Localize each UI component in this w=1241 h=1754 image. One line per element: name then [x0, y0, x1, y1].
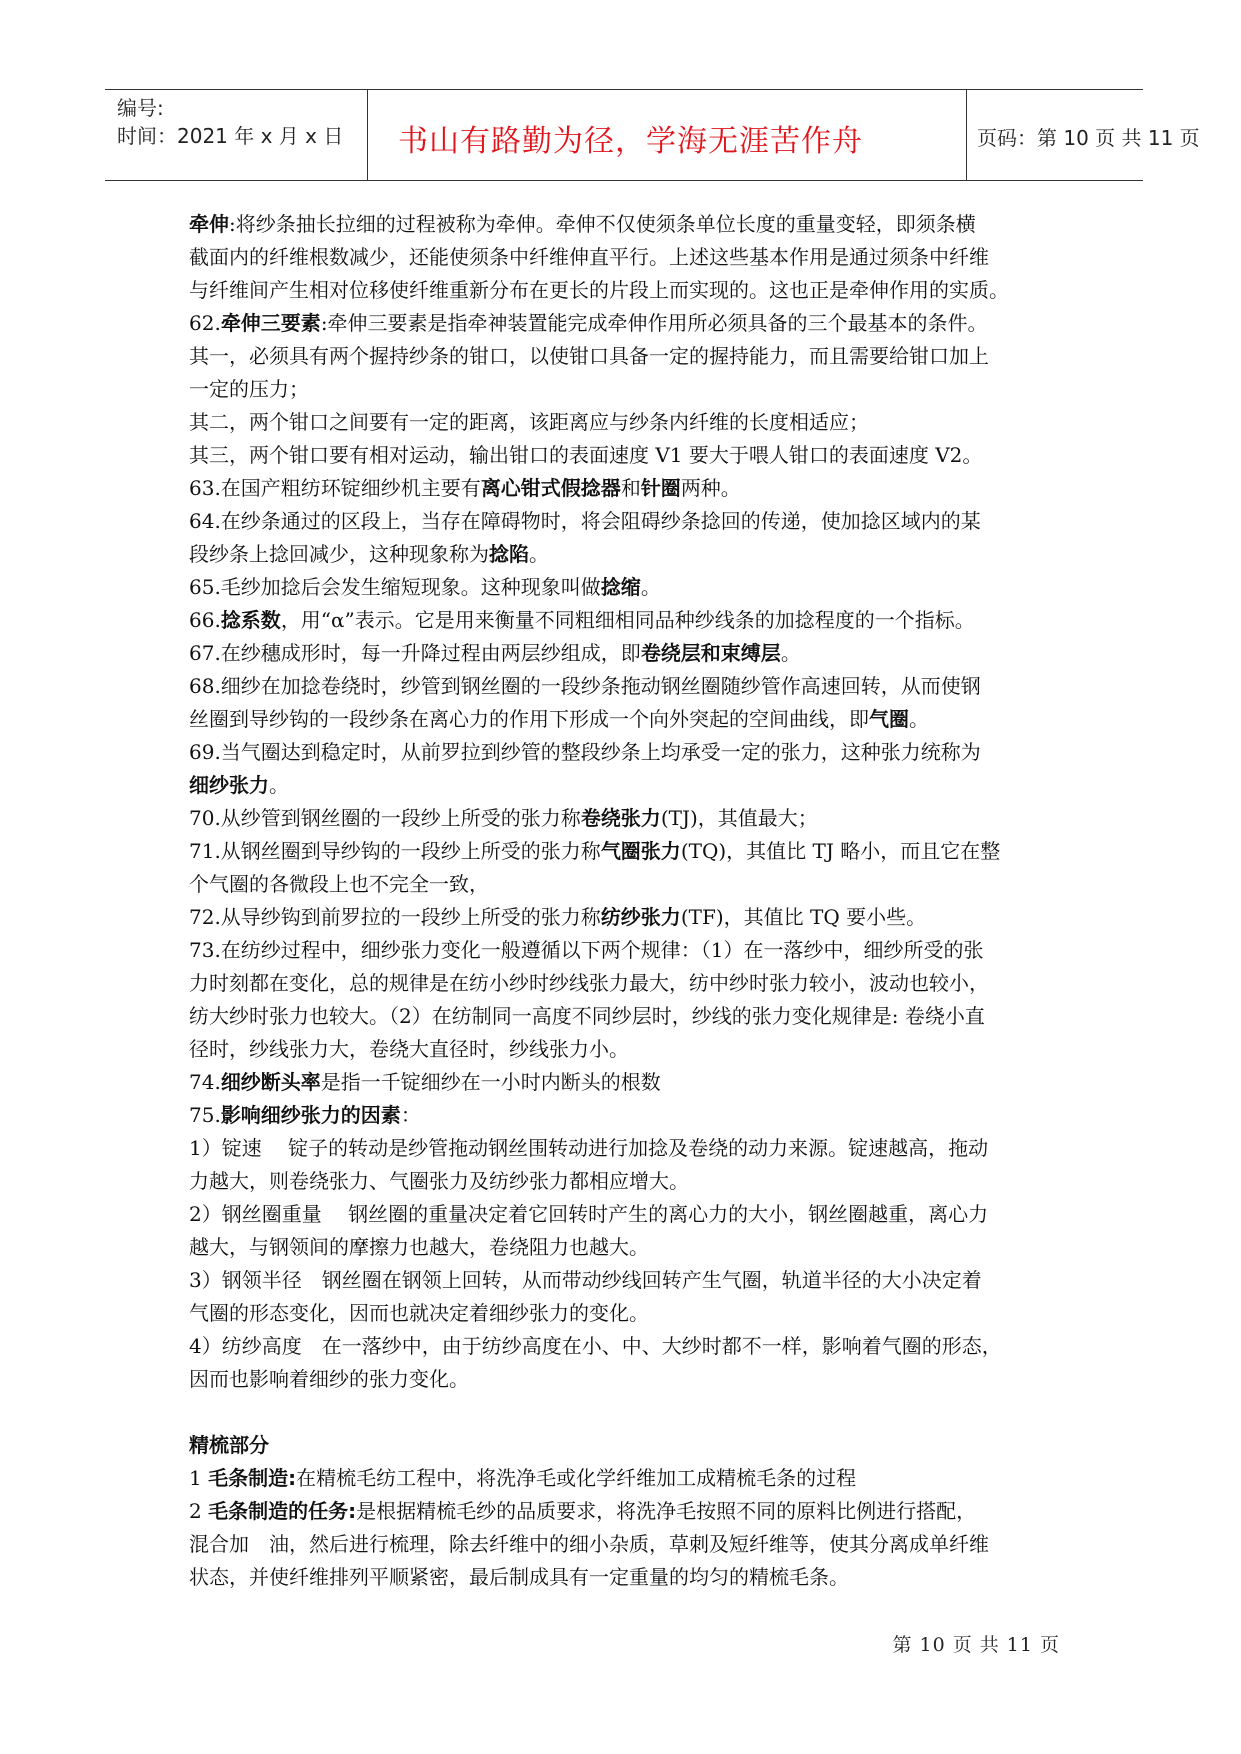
text-segment: 72.从导纱钩到前罗拉的一段纱上所受的张力称	[189, 905, 601, 929]
bold-term: 影响细纱张力的因素	[220, 1103, 401, 1127]
text-segment: 。	[780, 641, 801, 665]
text-line	[189, 274, 1069, 307]
text-segment: 66.	[189, 608, 221, 632]
text-segment: 74.	[189, 1070, 221, 1094]
text-line	[189, 604, 1069, 637]
text-segment: 64.在纱条通过的区段上，当存在障碍物时，将会阻碍纱条捻回的传递，使加捻区域内的某	[189, 509, 981, 533]
text-line	[189, 1231, 1069, 1264]
text-line	[189, 1198, 1069, 1231]
bold-term: 针圈	[640, 476, 681, 500]
text-line	[189, 1528, 1069, 1561]
page-label: 页码：第 10 页 共 11 页	[977, 126, 1200, 150]
text-line	[189, 1099, 1069, 1132]
text-segment: ，用“α”表示。它是用来衡量不同粗细相同品种纱线条的加捻程度的一个指标。	[280, 608, 975, 632]
page-header	[105, 89, 1200, 181]
text-line	[189, 736, 1069, 769]
bold-term: 细纱断头率	[220, 1070, 321, 1094]
document-body	[189, 208, 1069, 1594]
text-line	[189, 769, 1069, 802]
text-line	[189, 1033, 1069, 1066]
text-segment: 63.在国产粗纺环锭细纱机主要有	[189, 476, 481, 500]
text-segment: 截面内的纤维根数减少，还能使须条中纤维伸直平行。上述这些基本作用是通过须条中纤维	[189, 245, 989, 269]
bold-term: 细纱张力	[189, 773, 269, 797]
text-line	[189, 835, 1069, 868]
text-line	[189, 208, 1069, 241]
text-line	[189, 1363, 1069, 1396]
text-line	[189, 1132, 1069, 1165]
text-line	[189, 934, 1069, 967]
text-line	[189, 241, 1069, 274]
text-segment: 是指一千锭细纱在一小时内断头的根数	[320, 1070, 661, 1094]
bold-term: 捻缩	[600, 575, 641, 599]
bold-term: 捻系数	[220, 608, 281, 632]
text-segment: 其一，必须具有两个握持纱条的钳口，以使钳口具备一定的握持能力，而且需要给钳口加上	[189, 344, 989, 368]
text-line	[189, 1462, 1069, 1495]
header-page-cell	[967, 90, 1200, 180]
text-segment: 力时刻都在变化，总的规律是在纺小纱时纱线张力最大，纺中纱时张力较小，波动也较小，	[189, 971, 989, 995]
text-line	[189, 670, 1069, 703]
text-segment: :将纱条抽长拉细的过程被称为牵伸。牵伸不仅使须条单位长度的重量变轻，即须条横	[229, 212, 976, 236]
text-segment: 2	[189, 1499, 209, 1523]
text-segment: 71.从钢丝圈到导纱钩的一段纱上所受的张力称	[189, 839, 601, 863]
text-segment: 因而也影响着细纱的张力变化。	[189, 1367, 469, 1391]
text-line	[189, 1066, 1069, 1099]
text-segment: 和	[620, 476, 641, 500]
text-line	[189, 472, 1069, 505]
text-line	[189, 967, 1069, 1000]
text-segment: 状态，并使纤维排列平顺紧密，最后制成具有一定重量的均匀的精梳毛条。	[189, 1565, 849, 1589]
text-line	[189, 505, 1069, 538]
text-segment: (TQ)，其值比 TJ 略小，而且它在整	[680, 839, 1001, 863]
text-segment: 。	[269, 773, 289, 797]
bold-term: 气圈张力	[600, 839, 681, 863]
text-line	[189, 538, 1069, 571]
bold-term: 精梳部分	[189, 1433, 269, 1457]
text-line	[189, 1000, 1069, 1033]
text-segment: 73.在纺纱过程中，细纱张力变化一般遵循以下两个规律：（1）在一落纱中，细纱所受的张	[189, 938, 984, 962]
text-segment: ：	[400, 1103, 421, 1127]
bold-term: 卷绕张力	[580, 806, 661, 830]
header-meta	[105, 90, 368, 180]
text-line	[189, 439, 1069, 472]
text-segment: 丝圈到导纱钩的一段纱条在离心力的作用下形成一个向外突起的空间曲线，即	[189, 707, 869, 731]
bold-term: 卷绕层和束缚层	[640, 641, 781, 665]
text-segment: 67.在纱穗成形时，每一升降过程由两层纱组成，即	[189, 641, 641, 665]
text-line	[189, 1561, 1069, 1594]
text-segment: (TF)，其值比 TQ 要小些。	[680, 905, 927, 929]
text-segment: 气圈的形态变化，因而也就决定着细纱张力的变化。	[189, 1301, 649, 1325]
text-line	[189, 1495, 1069, 1528]
text-segment: 混合加 油，然后进行梳理，除去纤维中的细小杂质，草刺及短纤维等，使其分离成单纤维	[189, 1532, 989, 1556]
text-line	[189, 1264, 1069, 1297]
bold-term: 牵伸	[189, 212, 229, 236]
text-line	[189, 571, 1069, 604]
text-segment: 两种。	[680, 476, 741, 500]
text-line	[189, 1297, 1069, 1330]
text-segment: 75.	[189, 1103, 221, 1127]
text-segment: 3）钢领半径 钢丝圈在钢领上回转，从而带动纱线回转产生气圈，轨道半径的大小决定着	[189, 1268, 982, 1292]
text-line	[189, 406, 1069, 439]
text-line	[189, 307, 1069, 340]
text-segment: 。	[640, 575, 661, 599]
text-segment: 。	[909, 707, 929, 731]
text-segment: 其二，两个钳口之间要有一定的距离，该距离应与纱条内纤维的长度相适应；	[189, 410, 869, 434]
text-segment: 与纤维间产生相对位移使纤维重新分布在更长的片段上而实现的。这也正是牵伸作用的实质。	[189, 278, 1009, 302]
bold-term: 毛条制造:	[208, 1466, 297, 1490]
text-segment: 越大，与钢领间的摩擦力也越大，卷绕阻力也越大。	[189, 1235, 649, 1259]
text-line	[189, 703, 1069, 736]
text-segment: 纺大纱时张力也较大。（2）在纺制同一高度不同纱层时，纱线的张力变化规律是: 卷绕小直	[189, 1004, 985, 1028]
text-segment: 径时，纱线张力大，卷绕大直径时，纱线张力小。	[189, 1037, 629, 1061]
number-label: 编号:	[117, 96, 164, 120]
bold-term: 纺纱张力	[600, 905, 681, 929]
text-line	[189, 373, 1069, 406]
text-segment: 是根据精梳毛纱的品质要求，将洗净毛按照不同的原料比例进行搭配，	[356, 1499, 977, 1523]
time-label: 时间：2021 年 x 月 x 日	[117, 124, 344, 148]
text-segment: 段纱条上捻回减少，这种现象称为	[189, 542, 489, 566]
bold-term: 捻陷	[489, 542, 529, 566]
text-segment: 力越大，则卷绕张力、气圈张力及纺纱张力都相应增大。	[189, 1169, 689, 1193]
text-line	[189, 1165, 1069, 1198]
bold-term: 离心钳式假捻器	[480, 476, 621, 500]
motto: 书山有路勤为径，学海无涯苦作舟	[398, 124, 863, 159]
text-segment: 62.	[189, 311, 221, 335]
header-motto-cell	[368, 90, 967, 180]
text-segment: 4）纺纱高度 在一落纱中，由于纺纱高度在小、中、大纱时都不一样，影响着气圈的形态，	[189, 1334, 1002, 1358]
text-segment: 65.毛纱加捻后会发生缩短现象。这种现象叫做	[189, 575, 601, 599]
text-line	[189, 802, 1069, 835]
text-segment: :牵伸三要素是指牵神装置能完成牵伸作用所必须具备的三个最基本的条件。	[320, 311, 988, 335]
page-footer: 第 10 页 共 11 页	[892, 1634, 1060, 1656]
text-segment: (TJ)，其值最大；	[660, 806, 818, 830]
text-line	[189, 340, 1069, 373]
bold-term: 毛条制造的任务:	[208, 1499, 357, 1523]
text-segment: 1）锭速 锭子的转动是纱管拖动钢丝围转动进行加捻及卷绕的动力来源。锭速越高，拖动	[189, 1136, 989, 1160]
text-segment: 68.细纱在加捻卷绕时，纱管到钢丝圈的一段纱条拖动钢丝圈随纱管作高速回转，从而使钢	[189, 674, 981, 698]
text-line	[189, 1429, 1069, 1462]
text-line	[189, 637, 1069, 670]
text-segment: 一定的压力；	[189, 377, 309, 401]
text-segment: 1	[189, 1466, 209, 1490]
text-segment: 其三，两个钳口要有相对运动，输出钳口的表面速度 V1 要大于喂人钳口的表面速度 V2。	[189, 443, 983, 467]
text-line	[189, 901, 1069, 934]
text-line	[189, 868, 1069, 901]
bold-term: 气圈	[869, 707, 909, 731]
text-segment: 个气圈的各微段上也不完全一致，	[189, 872, 489, 896]
text-segment: 69.当气圈达到稳定时，从前罗拉到纱管的整段纱条上均承受一定的张力，这种张力统称为	[189, 740, 981, 764]
text-segment: 70.从纱管到钢丝圈的一段纱上所受的张力称	[189, 806, 581, 830]
blank-line	[189, 1396, 1069, 1429]
text-segment: 。	[529, 542, 549, 566]
text-line	[189, 1330, 1069, 1363]
text-segment: 2）钢丝圈重量 钢丝圈的重量决定着它回转时产生的离心力的大小，钢丝圈越重，离心力	[189, 1202, 989, 1226]
text-segment: 在精梳毛纺工程中，将洗净毛或化学纤维加工成精梳毛条的过程	[296, 1466, 857, 1490]
bold-term: 牵伸三要素	[220, 311, 321, 335]
